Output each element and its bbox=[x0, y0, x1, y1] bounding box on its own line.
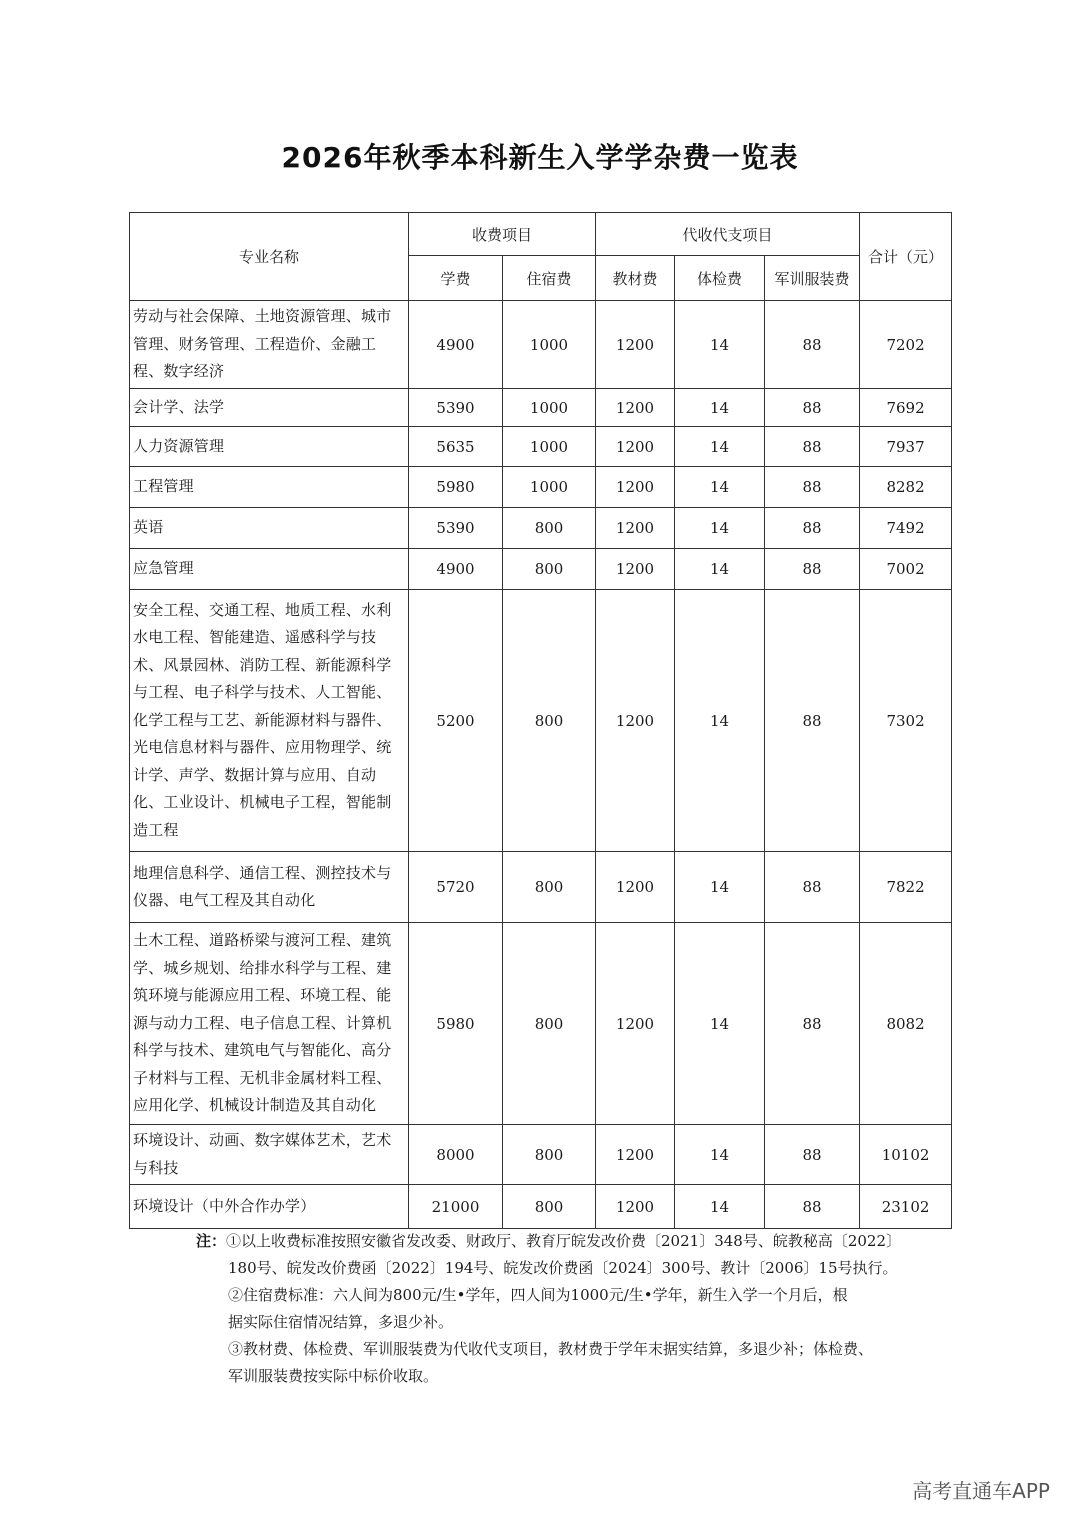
total-cell: 7302 bbox=[860, 590, 952, 852]
table-row bbox=[130, 467, 952, 508]
major-name-cell: 安全工程、交通工程、地质工程、水利水电工程、智能建造、遥感科学与技术、风景园林、消防工程、新能源科学与工程、电子科学与技术、人工智能、化学工程与工艺、新能源材料与器件、光电信息材料与器件、应用物理学、统计学、声学、数据计算与应用、自动化、工业设计、机械电子工程，智能制造工程 bbox=[130, 590, 409, 852]
physical-exam-cell: 14 bbox=[675, 301, 765, 389]
header-textbook: 教材费 bbox=[596, 256, 675, 301]
note-line: ②住宿费标准：六人间为800元/生•学年，四人间为1000元/生•学年，新生入学一个月后，根 bbox=[228, 1286, 848, 1304]
tuition-cell: 5635 bbox=[409, 427, 503, 467]
tuition-cell: 5980 bbox=[409, 923, 503, 1125]
physical-exam-cell: 14 bbox=[675, 549, 765, 590]
military-uniform-cell: 88 bbox=[765, 389, 860, 427]
note-line: 180号、皖发改价费函〔2022〕194号、皖发改价费函〔2024〕300号、教计〔2006〕15号执行。 bbox=[228, 1259, 898, 1277]
physical-exam-cell: 14 bbox=[675, 427, 765, 467]
header-collected-items: 代收代支项目 bbox=[596, 213, 860, 256]
total-cell: 7692 bbox=[860, 389, 952, 427]
textbook-cell: 1200 bbox=[596, 1125, 675, 1185]
military-uniform-cell: 88 bbox=[765, 508, 860, 549]
total-cell: 8082 bbox=[860, 923, 952, 1125]
physical-exam-cell: 14 bbox=[675, 923, 765, 1125]
physical-exam-cell: 14 bbox=[675, 1125, 765, 1185]
accommodation-cell: 1000 bbox=[503, 467, 596, 508]
military-uniform-cell: 88 bbox=[765, 852, 860, 923]
textbook-cell: 1200 bbox=[596, 467, 675, 508]
footnote bbox=[196, 1228, 926, 1390]
tuition-cell: 8000 bbox=[409, 1125, 503, 1185]
total-cell: 23102 bbox=[860, 1185, 952, 1229]
accommodation-cell: 1000 bbox=[503, 301, 596, 389]
tuition-cell: 4900 bbox=[409, 301, 503, 389]
major-name-cell: 会计学、法学 bbox=[130, 389, 409, 427]
tuition-cell: 5200 bbox=[409, 590, 503, 852]
major-name-cell: 应急管理 bbox=[130, 549, 409, 590]
major-name-cell: 地理信息科学、通信工程、测控技术与仪器、电气工程及其自动化 bbox=[130, 852, 409, 923]
note-lead: 注： bbox=[196, 1232, 227, 1250]
accommodation-cell: 800 bbox=[503, 508, 596, 549]
total-cell: 10102 bbox=[860, 1125, 952, 1185]
textbook-cell: 1200 bbox=[596, 508, 675, 549]
military-uniform-cell: 88 bbox=[765, 1125, 860, 1185]
major-name-cell: 劳动与社会保障、土地资源管理、城市管理、财务管理、工程造价、金融工程、数字经济 bbox=[130, 301, 409, 389]
tuition-cell: 4900 bbox=[409, 549, 503, 590]
accommodation-cell: 800 bbox=[503, 852, 596, 923]
military-uniform-cell: 88 bbox=[765, 301, 860, 389]
header-major-name: 专业名称 bbox=[130, 213, 409, 301]
major-name-cell: 工程管理 bbox=[130, 467, 409, 508]
major-name-cell: 土木工程、道路桥梁与渡河工程、建筑学、城乡规划、给排水科学与工程、建筑环境与能源应用工程、环境工程、能源与动力工程、电子信息工程、计算机科学与技术、建筑电气与智能化、高分子材料与工程、无机非金属材料工程、应用化学、机械设计制造及其自动化 bbox=[130, 923, 409, 1125]
table-row bbox=[130, 301, 952, 389]
table-row bbox=[130, 427, 952, 467]
textbook-cell: 1200 bbox=[596, 852, 675, 923]
total-cell: 7202 bbox=[860, 301, 952, 389]
textbook-cell: 1200 bbox=[596, 389, 675, 427]
accommodation-cell: 800 bbox=[503, 1125, 596, 1185]
military-uniform-cell: 88 bbox=[765, 923, 860, 1125]
header-physical-exam: 体检费 bbox=[675, 256, 765, 301]
military-uniform-cell: 88 bbox=[765, 467, 860, 508]
accommodation-cell: 1000 bbox=[503, 389, 596, 427]
textbook-cell: 1200 bbox=[596, 923, 675, 1125]
accommodation-cell: 800 bbox=[503, 1185, 596, 1229]
textbook-cell: 1200 bbox=[596, 590, 675, 852]
military-uniform-cell: 88 bbox=[765, 427, 860, 467]
major-name-cell: 环境设计（中外合作办学） bbox=[130, 1185, 409, 1229]
military-uniform-cell: 88 bbox=[765, 590, 860, 852]
header-total: 合计（元） bbox=[860, 213, 952, 301]
table-row bbox=[130, 923, 952, 1125]
total-cell: 8282 bbox=[860, 467, 952, 508]
table-row bbox=[130, 1185, 952, 1229]
note-text: ①以上收费标准按照安徽省发改委、财政厅、教育厅皖发改价费〔2021〕348号、皖教秘高〔2022〕 bbox=[226, 1232, 901, 1250]
fee-table-body bbox=[130, 301, 952, 1229]
physical-exam-cell: 14 bbox=[675, 389, 765, 427]
table-row bbox=[130, 852, 952, 923]
major-name-cell: 英语 bbox=[130, 508, 409, 549]
watermark: 高考直通车APP bbox=[912, 1479, 1050, 1503]
textbook-cell: 1200 bbox=[596, 301, 675, 389]
military-uniform-cell: 88 bbox=[765, 1185, 860, 1229]
physical-exam-cell: 14 bbox=[675, 467, 765, 508]
total-cell: 7937 bbox=[860, 427, 952, 467]
header-fee-items: 收费项目 bbox=[409, 213, 596, 256]
table-row bbox=[130, 590, 952, 852]
fee-table bbox=[129, 212, 952, 1229]
physical-exam-cell: 14 bbox=[675, 590, 765, 852]
accommodation-cell: 1000 bbox=[503, 427, 596, 467]
note-line: 军训服装费按实际中标价收取。 bbox=[228, 1367, 439, 1385]
textbook-cell: 1200 bbox=[596, 427, 675, 467]
military-uniform-cell: 88 bbox=[765, 549, 860, 590]
tuition-cell: 5720 bbox=[409, 852, 503, 923]
table-row bbox=[130, 549, 952, 590]
tuition-cell: 5390 bbox=[409, 508, 503, 549]
major-name-cell: 环境设计、动画、数字媒体艺术，艺术与科技 bbox=[130, 1125, 409, 1185]
tuition-cell: 21000 bbox=[409, 1185, 503, 1229]
header-tuition: 学费 bbox=[409, 256, 503, 301]
note-line: ③教材费、体检费、军训服装费为代收代支项目，教材费于学年末据实结算，多退少补；体检费、 bbox=[228, 1340, 874, 1358]
major-name-cell: 人力资源管理 bbox=[130, 427, 409, 467]
accommodation-cell: 800 bbox=[503, 549, 596, 590]
table-row bbox=[130, 508, 952, 549]
physical-exam-cell: 14 bbox=[675, 508, 765, 549]
textbook-cell: 1200 bbox=[596, 1185, 675, 1229]
textbook-cell: 1200 bbox=[596, 549, 675, 590]
table-row bbox=[130, 389, 952, 427]
header-military-uniform: 军训服装费 bbox=[765, 256, 860, 301]
page-title: 2026年秋季本科新生入学学杂费一览表 bbox=[281, 141, 799, 174]
total-cell: 7002 bbox=[860, 549, 952, 590]
note-line: 据实际住宿情况结算，多退少补。 bbox=[228, 1313, 454, 1331]
total-cell: 7822 bbox=[860, 852, 952, 923]
accommodation-cell: 800 bbox=[503, 590, 596, 852]
tuition-cell: 5980 bbox=[409, 467, 503, 508]
note-line bbox=[196, 1228, 926, 1255]
accommodation-cell: 800 bbox=[503, 923, 596, 1125]
tuition-cell: 5390 bbox=[409, 389, 503, 427]
physical-exam-cell: 14 bbox=[675, 1185, 765, 1229]
physical-exam-cell: 14 bbox=[675, 852, 765, 923]
total-cell: 7492 bbox=[860, 508, 952, 549]
header-accommodation: 住宿费 bbox=[503, 256, 596, 301]
table-row bbox=[130, 1125, 952, 1185]
